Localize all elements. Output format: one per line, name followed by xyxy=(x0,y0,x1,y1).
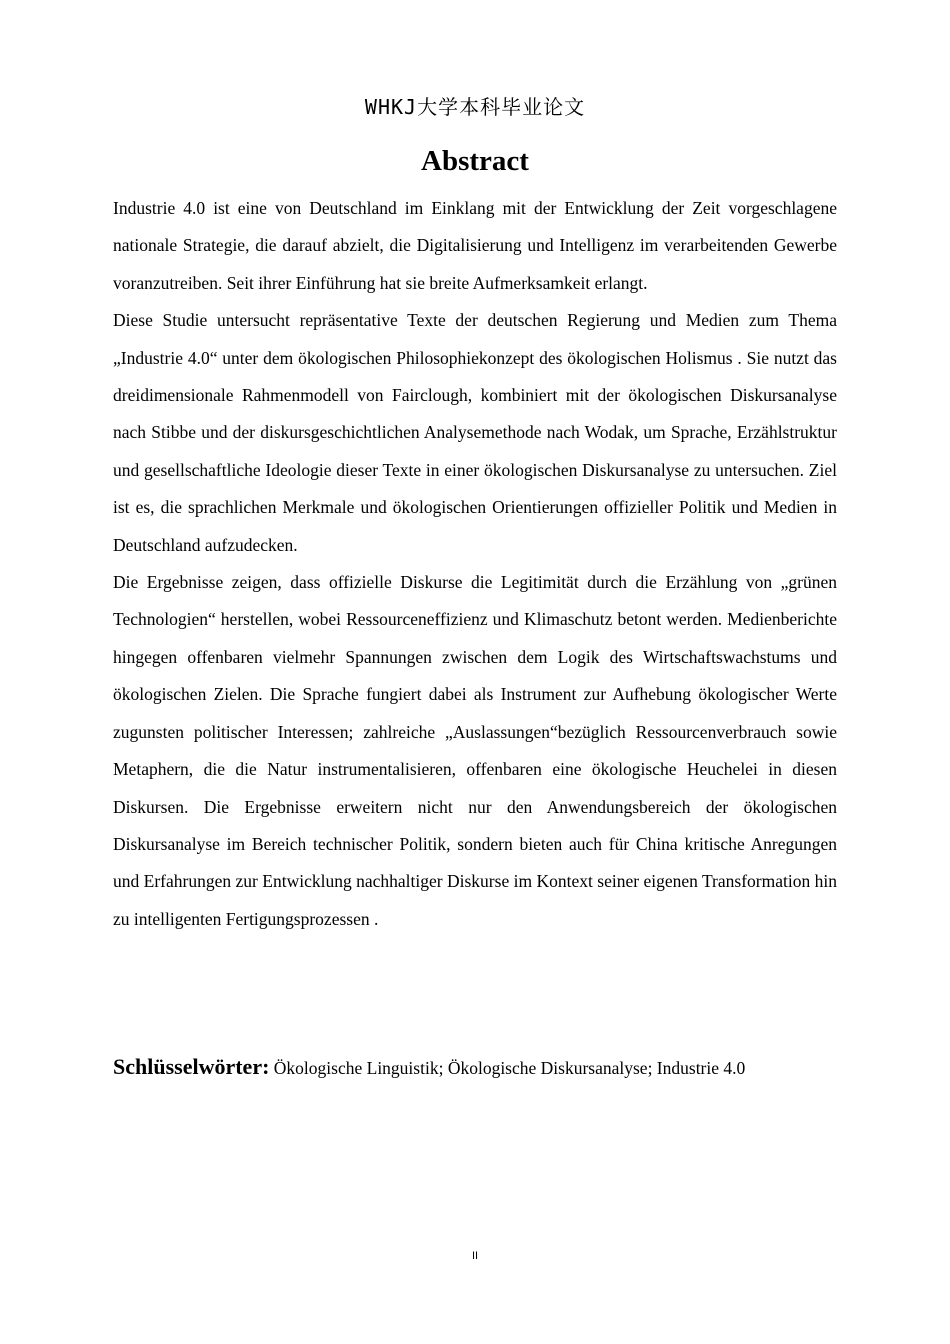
page-number: II xyxy=(471,1250,479,1262)
keywords-line xyxy=(113,1050,853,1085)
abstract-paragraph-1: Industrie 4.0 ist eine von Deutschland im Einklang mit der Entwicklung der Zeit vorgeschlagene nationale Strategie, die darauf abzielt, die Digitalisierung und Intelligenz im verarbeitenden Gewerbe voranzutreiben. Seit ihrer Einführung hat sie breite Aufmerksamkeit erlangt. xyxy=(113,198,837,293)
keywords-label: Schlüsselwörter: xyxy=(113,1054,270,1079)
keywords-text: Ökologische Linguistik; Ökologische Diskursanalyse; Industrie 4.0 xyxy=(269,1058,746,1078)
abstract-paragraph-3: Die Ergebnisse zeigen, dass offizielle Diskurse die Legitimität durch die Erzählung von „grünen Technologien“ herstellen, wobei Ressourceneffizienz und Klimaschutz betont werden. Medienberichte hingegen offenbaren vielmehr Spannungen zwischen dem Logik des Wirtschaftswachstums und ökologischen Zielen. Die Sprache fungiert dabei als Instrument zur Aufhebung ökologischer Werte zugunsten politischer Interessen; zahlreiche „Auslassungen“bezüglich Ressourcenverbrauch sowie Metaphern, die die Natur instrumentalisieren, offenbaren eine ökologische Heuchelei in diesen Diskursen. Die Ergebnisse erweitern nicht nur den Anwendungsbereich der ökologischen Diskursanalyse im Bereich technischer Politik, sondern bieten auch für China kritische Anregungen und Erfahrungen zur Entwicklung nachhaltiger Diskurse im Kontext seiner eigenen Transformation hin zu intelligenten Fertigungsprozessen . xyxy=(113,572,837,929)
page-header-title: WHKJ大学本科毕业论文 xyxy=(364,95,586,119)
abstract-heading: Abstract xyxy=(421,145,529,177)
abstract-paragraph-2: Diese Studie untersucht repräsentative Texte der deutschen Regierung und Medien zum Thema „Industrie 4.0“ unter dem ökologischen Philosophiekonzept des ökologischen Holismus . Sie nutzt das dreidimensionale Rahmenmodell von Fairclough, kombiniert mit der ökologischen Diskursanalyse nach Stibbe und der diskursgeschichtlichen Analysemethode nach Wodak, um Sprache, Erzählstruktur und gesellschaftliche Ideologie dieser Texte in einer ökologischen Diskursanalyse zu untersuchen. Ziel ist es, die sprachlichen Merkmale und ökologischen Orientierungen offizieller Politik und Medien in Deutschland aufzudecken. xyxy=(113,310,837,555)
abstract-body xyxy=(113,190,837,938)
